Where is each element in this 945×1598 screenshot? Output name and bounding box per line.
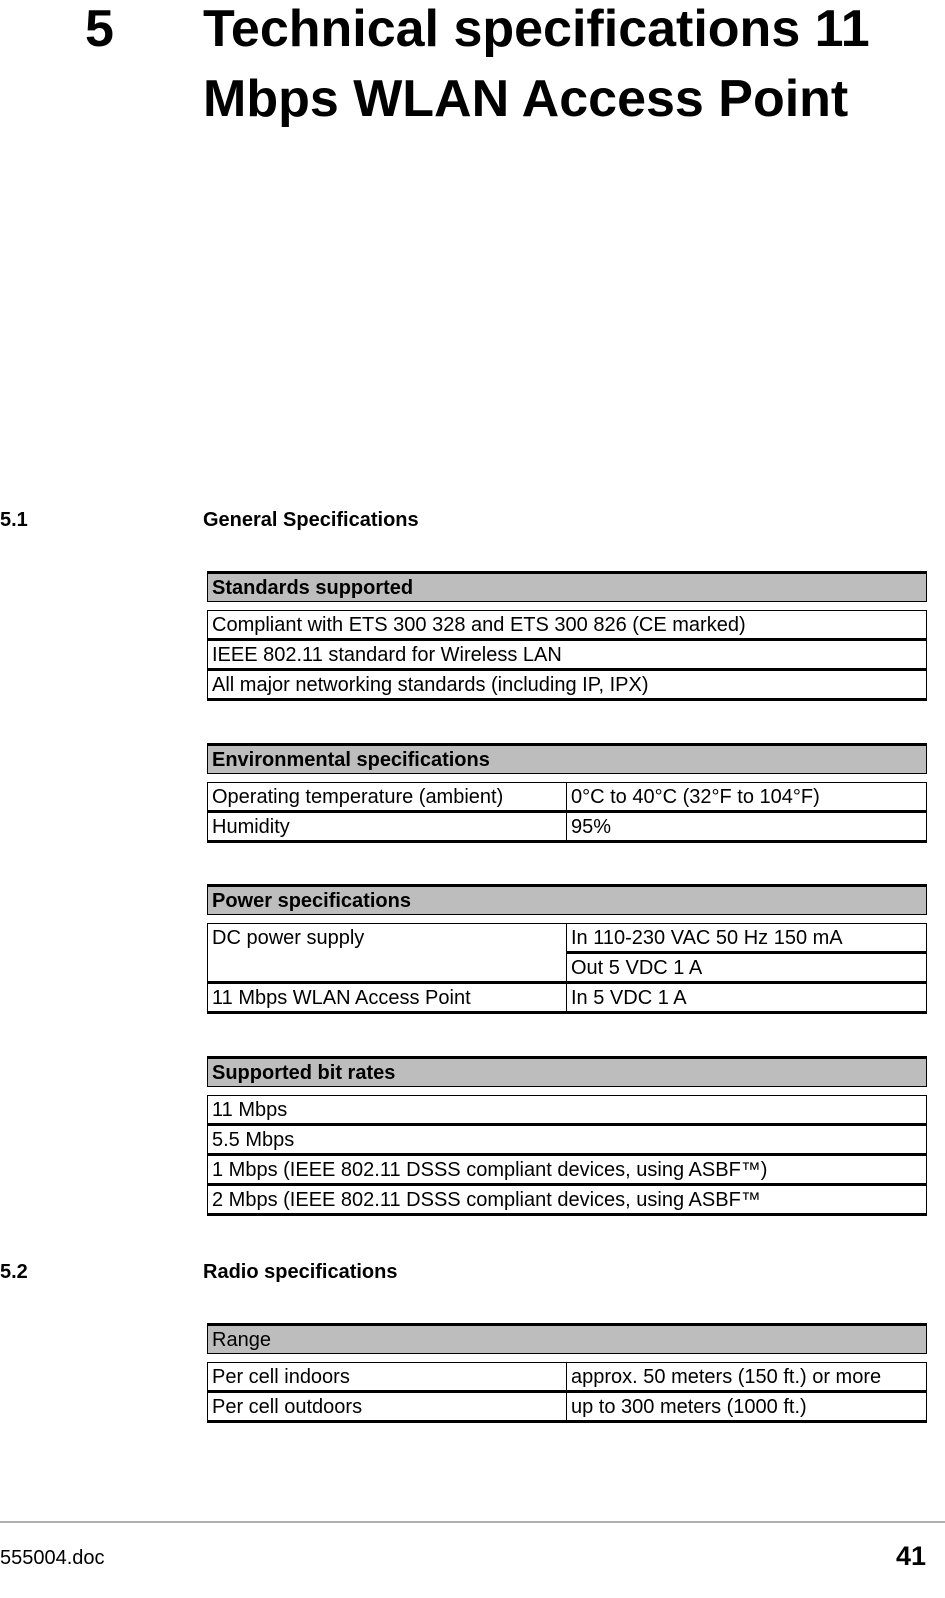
table-cell-value: 0°C to 40°C (32°F to 104°F) xyxy=(567,783,927,812)
table-row: 1 Mbps (IEEE 802.11 DSSS compliant devices, using ASBF™) xyxy=(208,1155,927,1185)
environmental-table xyxy=(207,743,927,843)
footer-document-name: 555004.doc xyxy=(0,1547,105,1569)
table-header: Range xyxy=(208,1325,927,1354)
table-header: Standards supported xyxy=(208,573,927,602)
table-cell-value: up to 300 meters (1000 ft.) xyxy=(567,1392,927,1422)
table-row: All major networking standards (including IP, IPX) xyxy=(208,670,927,700)
table-row: 2 Mbps (IEEE 802.11 DSSS compliant devices, using ASBF™ xyxy=(208,1185,927,1215)
table-cell-value: Out 5 VDC 1 A xyxy=(567,953,927,983)
table-cell-value: 95% xyxy=(567,812,927,842)
table-row: Compliant with ETS 300 328 and ETS 300 826 (CE marked) xyxy=(208,611,927,640)
table-cell-label: Operating temperature (ambient) xyxy=(208,783,567,812)
table-header: Power specifications xyxy=(208,886,927,915)
section-title-radio: Radio specifications xyxy=(203,1261,398,1283)
section-number-general: 5.1 xyxy=(0,509,28,531)
table-header: Environmental specifications xyxy=(208,745,927,774)
section-title-general: General Specifications xyxy=(203,509,419,531)
footer-divider xyxy=(0,1521,945,1523)
chapter-title: Technical specifications 11 Mbps WLAN Access Point xyxy=(203,0,870,128)
table-cell-label: 11 Mbps WLAN Access Point xyxy=(208,983,567,1013)
table-cell-label: Per cell outdoors xyxy=(208,1392,567,1422)
table-cell-value: In 5 VDC 1 A xyxy=(567,983,927,1013)
table-header: Supported bit rates xyxy=(208,1058,927,1087)
section-number-radio: 5.2 xyxy=(0,1261,28,1283)
bitrates-table xyxy=(207,1056,927,1216)
table-cell-label: Per cell indoors xyxy=(208,1363,567,1392)
standards-table xyxy=(207,571,927,701)
table-cell-label: Humidity xyxy=(208,812,567,842)
power-table xyxy=(207,884,927,1014)
page-number: 41 xyxy=(895,1541,926,1571)
range-table xyxy=(207,1323,927,1423)
table-cell-value: In 110-230 VAC 50 Hz 150 mA xyxy=(567,924,927,953)
table-cell-value: approx. 50 meters (150 ft.) or more xyxy=(567,1363,927,1392)
table-row: 5.5 Mbps xyxy=(208,1125,927,1155)
chapter-number: 5 xyxy=(85,0,114,58)
table-row: IEEE 802.11 standard for Wireless LAN xyxy=(208,640,927,670)
table-cell-label: DC power supply xyxy=(208,924,567,983)
table-row: 11 Mbps xyxy=(208,1096,927,1125)
